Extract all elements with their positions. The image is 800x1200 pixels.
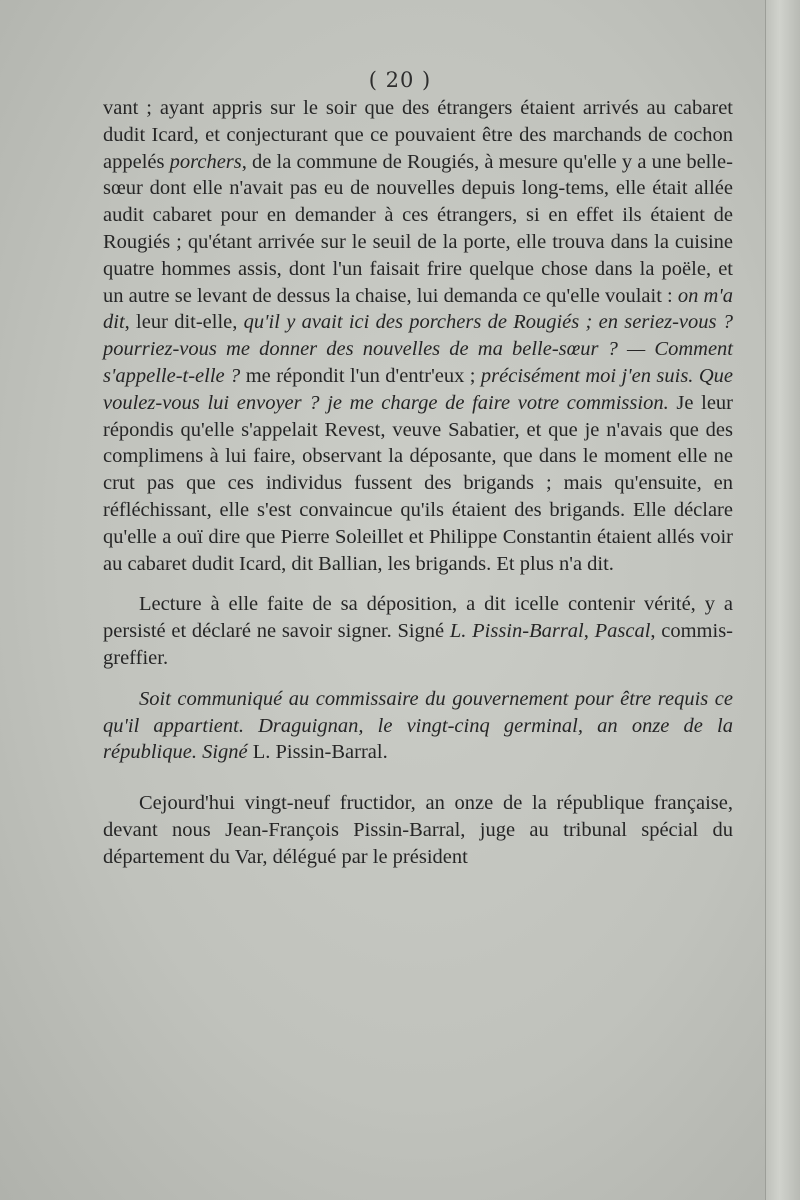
text-span: , leur dit-elle, [124,311,244,334]
italic-span: qu'il y avait ici des porchers de Rougiés ; en seriez-vous ? pourriez-vous me donner des nouvelles de ma belle-sœur ? — Comment s'appelle-t-elle ? [103,311,733,387]
paragraph-cejourdhui [103,790,733,870]
italic-span: précisément moi j'en suis. Que voulez-vous lui envoyer ? je me charge de faire votre commission. [103,364,733,414]
text-span: , de la commune de Rougiés, à mesure qu'elle y a une belle-sœur dont elle n'avait pas eu de nouvelles depuis long-tems, elle était allée audit cabaret pour en demander à ces étrangers, si en effet ils étaient de Rougiés ; qu'étant arrivée sur le seuil de la porte, elle trouva dans la cuisine quatre hommes assis, dont l'un faisait frire quelque chose dans la poële, et un autre se levant de dessus la chaise, lui demanda ce qu'elle voulait : [103,150,733,307]
page-text [103,95,733,871]
italic-span: L. Pissin-Barral [449,620,584,643]
page-number: ( 20 ) [368,68,432,92]
text-span: Cejourd'hui vingt-neuf fructidor, an onze de la république française, devant nous Jean-François Pissin-Barral, juge au tribunal spécial du département du Var, délégué par le président [103,792,733,868]
text-span: , commis-greffier. [103,620,733,669]
text-span: Je leur répondis qu'elle s'appelait Revest, veuve Sabatier, et que je n'avais que des complimens à lui faire, observant la déposante, que dans le moment elle ne crut pas que ces individus fussent des brigands ; mais qu'ensuite, en réfléchissant, elle s'est convaincue qu'ils étaient des brigands. Elle déclare qu'elle a ouï dire que Pierre Soleillet et Philippe Constantin étaient allés voir au cabaret dudit Icard, dit Ballian, les brigands. Et plus n'a dit. [103,391,733,575]
text-span: , [583,620,595,643]
text-span: vant ; ayant appris sur le soir que des étrangers étaient arrivés au cabaret dudit Icard, et conjecturant que ce pouvaient être des marchands de cochon appelés [103,97,733,173]
text-span: me répondit l'un d'entr'eux ; [240,364,481,387]
paragraph-soit-communique [103,686,733,766]
italic-span: Pascal [594,620,651,643]
italic-span: Soit communiqué au commissaire du gouvernement pour être requis ce qu'il appartient. Draguignan, le vingt-cinq germinal, an onze de la république. Signé [103,687,733,764]
next-page-edge [765,0,800,1200]
paragraph-lecture [103,591,733,671]
italic-span: on m'a dit [103,284,733,334]
text-span: L. Pissin-Barral. [247,741,388,764]
paragraph-deposition-continued [103,95,733,577]
text-span: Lecture à elle faite de sa déposition, a dit icelle contenir vérité, y a persisté et déclaré ne savoir signer. Signé [103,593,733,643]
italic-span: porchers [169,150,242,173]
